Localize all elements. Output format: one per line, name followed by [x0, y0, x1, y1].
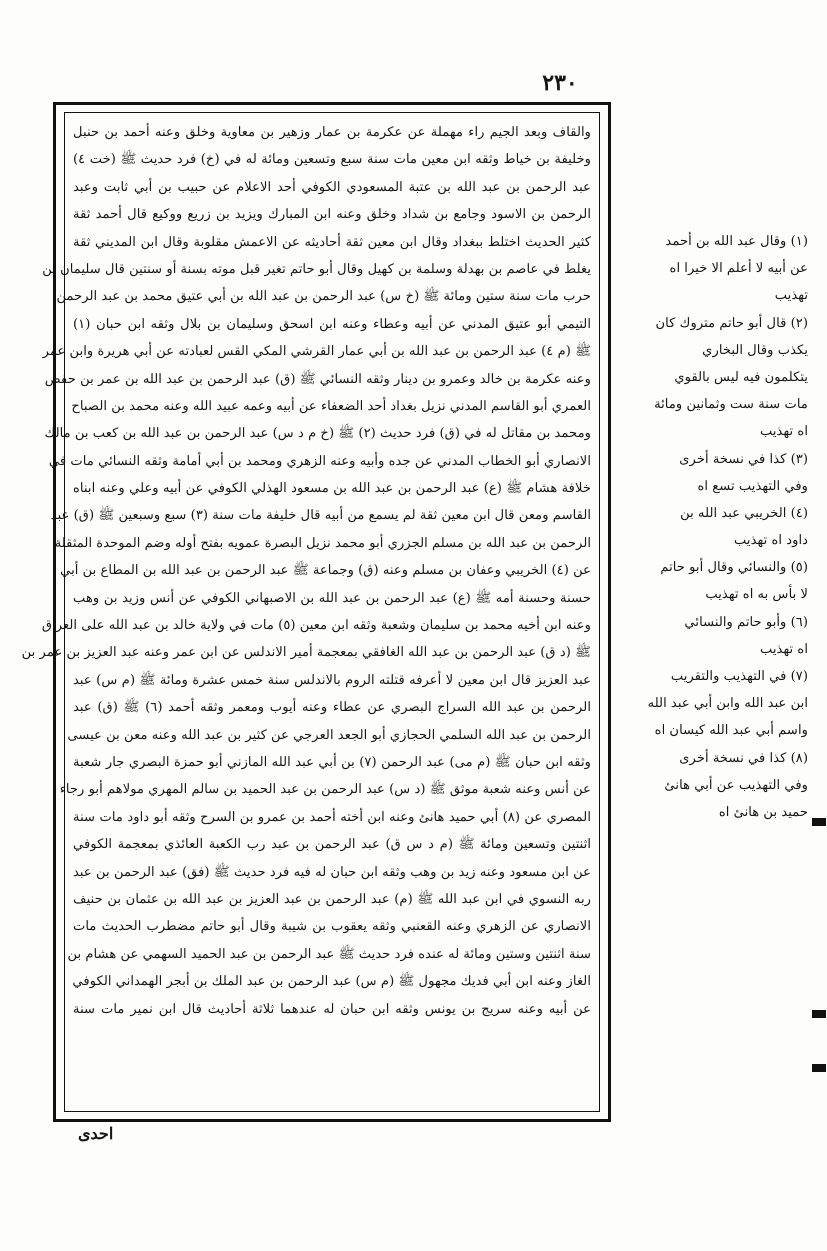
text-line: سنة اثنتين وستين ومائة له عنده فرد حديث ﷺ عبد الرحمن بن عبد الحميد السهمي عن هشام بن: [67, 946, 591, 962]
text-line: الغاز وعنه ابن أبي فديك مجهول ﷺ (م س) عبد الرحمن بن عبد الملك بن أبجر الهمداني الكوفي: [72, 974, 591, 990]
text-line: عن (٤) الخريبي وعفان بن مسلم وعنه (ق) وجماعة ﷺ عبد الرحمن بن عبد الله بن المطاع بن أبي: [60, 563, 591, 579]
footnote-line: داود اه تهذيب: [733, 533, 808, 549]
text-line: المصري عن (٨) أبي حميد هانئ وعنه ابن أخته أحمد بن عمرو بن السرح وثقه أبو داود مات سنة: [73, 809, 591, 825]
text-line: ﷺ (د ق) عبد الرحمن بن عبد الله الغافقي بمعجمة أمير الاندلس عن ابن عمر وعنه عبد العزيز بن عمر بن: [21, 645, 591, 661]
footnote-line: يكذب وقال البخاري: [702, 342, 808, 358]
main-text-block: [21, 112, 600, 1112]
text-line: وعنه ابن أخيه محمد بن سليمان وشعبة وثقه ابن معين (٥) مات في ولاية خالد بن عبد الله على العراق: [41, 618, 591, 634]
footnote-line: (٢) قال أبو حاتم متروك كان: [655, 315, 808, 331]
footnote-line: (٧) في التهذيب والتقريب: [670, 669, 808, 684]
catchword: احدى: [78, 1124, 114, 1143]
footnote-line: اه تهذيب: [759, 424, 808, 440]
scan-edge-mark-2: [812, 1010, 826, 1018]
text-line: كثير الحديث اختلط ببغداد وقال ابن معين ثقة أحاديثه عن الاعمش مقلوبة وقال ابن المديني ثقة: [73, 234, 591, 250]
footnote-line: حميد بن هانئ اه: [718, 804, 808, 820]
page-number: ٢٣٠: [542, 70, 578, 96]
text-line: حسنة وحسنة أمه ﷺ (ع) عبد الرحمن بن عبد الله بن الاصبهاني الكوفي عن أنس وزيد بن وهب: [73, 590, 591, 606]
text-line: الرحمن بن عبد الله بن مسلم الجزري أبو محمد نزيل البصرة عمويه بفتح أوله وضم الموحدة المثقلة: [54, 535, 591, 551]
footnote-line: وفي التهذيب تسع اه: [697, 478, 808, 494]
text-line: الانصاري أبو الخطاب المدني عن جده وأبيه وعنه الزهري ومحمد بن أبي أمامة وثقه النسائي مات في: [48, 453, 591, 469]
footnote-line: مات سنة ست وثمانين ومائة: [654, 397, 808, 413]
footnote-line: (٤) الخريبي عبد الله بن: [680, 505, 808, 521]
text-line: القاسم ومعن قال ابن معين ثقة لم يسمع من أبيه قال خليفة مات سنة (٣) سبع وسبعين ﷺ (ق) عبد: [50, 508, 591, 524]
footnote-line: تهذيب: [774, 288, 808, 304]
main-text-lines: [21, 119, 591, 1023]
text-line: الرحمن بن الاسود وجامع بن شداد وخلق وعنه ابن المبارك ويزيد بن زريع ووكيع قال أحمد ثقة: [73, 207, 591, 223]
text-line: التيمي أبو عتيق المدني عن أبيه وعطاء وعنه ابن اسحق وسليمان بن بلال وثقه ابن حبان (١): [73, 316, 591, 332]
text-line: الانصاري عن الزهري وعنه القعنبي وثقه يعقوب بن شيبة وقال أبو حاتم مضطرب الحديث مات: [73, 919, 591, 935]
footnote-line: (١) وقال عبد الله بن أحمد: [665, 234, 808, 249]
footnote-line: ابن عبد الله وابن أبي عبد الله: [647, 696, 808, 712]
margin-footnotes: [618, 228, 808, 826]
text-line: عن أنس وعنه شعبة موثق ﷺ (د س) عبد الرحمن بن عبد الحميد بن سالم المهري مولاهم أبو رجاء: [59, 782, 591, 798]
scan-edge-mark-3: [812, 1064, 826, 1072]
footnote-line: اه تهذيب: [759, 641, 808, 657]
footnote-line: يتكلمون فيه ليس بالقوي: [674, 369, 808, 385]
footnote-line: وفي التهذيب عن أبي هانئ: [664, 777, 808, 793]
scan-edge-mark-1: [812, 818, 826, 826]
text-line: العمري أبو القاسم المدني نزيل بغداد أحد الضعفاء عن أبيه وعمه عبيد الله وعنه محمد بن الصباح: [71, 398, 591, 414]
text-line: وخليفة بن خياط وثقه ابن معين مات سنة سبع وتسعين ومائة له في (خ) فرد حديث ﷺ (خت ٤): [73, 152, 591, 168]
text-line: الرحمن بن عبد الله السلمي الحجازي أبو الجعد العرجي عن كثير بن عبد الله وعنه معن بن عيسى: [67, 727, 591, 743]
footnote-line: واسم أبي عبد الله كيسان اه: [654, 723, 808, 739]
text-line: عن أبيه وعنه سريج بن يونس وثقه ابن حبان له عندهما ثلاثة أحاديث قال ابن نمير مات سنة: [73, 1001, 591, 1017]
text-line: وعنه عكرمة بن خالد وعمرو بن دينار وثقه النسائي ﷺ (ق) عبد الرحمن بن عبد الله بن عمر بن حفص: [44, 371, 591, 387]
text-line: الرحمن بن عبد الله السراج البصري عن عطاء وعنه أيوب ومعمر وثقه أحمد (٦) ﷺ (ق) عبد: [73, 700, 591, 716]
footnote-line: (٣) كذا في نسخة أخرى: [679, 451, 808, 467]
footnote-line: لا بأس به اه تهذيب: [705, 587, 808, 603]
text-line: ﷺ (م ٤) عبد الرحمن بن عبد الله بن أبي عمار القرشي المكي القس لعبادته عن أبي هريرة وابن عمر: [42, 344, 591, 360]
footnote-line: (٥) والنسائي وقال أبو حاتم: [660, 560, 808, 576]
text-line: وثقه ابن حبان ﷺ (م مى) عبد الرحمن (٧) بن أبي عبد الله المازني أبو حمزة البصري جار شعبة: [73, 754, 591, 770]
text-line: اثنتين وتسعين ومائة ﷺ (م د س ق) عبد الرحمن بن عبد رب الكعبة العائذي بمعجمة الكوفي: [73, 837, 591, 853]
text-line: عن ابن مسعود وعنه زيد بن وهب وثقه ابن حبان له فيه فرد حديث ﷺ (فق) عبد الرحمن بن عبد: [73, 864, 591, 880]
text-line: حرب مات سنة ستين ومائة ﷺ (خ س) عبد الرحمن بن عبد الله بن أبي عتيق محمد بن عبد الرحمن: [56, 289, 591, 305]
footnote-line: (٦) وأبو حاتم والنسائي: [684, 614, 808, 630]
footnote-line: عن أبيه لا أعلم الا خيرا اه: [669, 261, 808, 277]
text-line: ربه النسوي في ابن عبد الله ﷺ (م) عبد الرحمن بن عبد العزيز بن عبد الله بن عثمان بن حنيف: [73, 891, 591, 907]
text-line: عبد العزيز قال ابن معين لا أعرفه قتلته الروم بالاندلس سنة خمس عشرة ومائة ﷺ (م س) عبد: [73, 672, 591, 688]
text-line: ومحمد بن مقاتل له في (ق) فرد حديث (٢) ﷺ (خ م د س) عبد الرحمن بن عبد الله بن كعب بن مالك: [44, 426, 591, 442]
text-line: يغلط في عاصم بن بهدلة وسلمة بن كهيل وقال أبو حاتم تغير قبل موته بسنة أو سنتين قال سليمان بن: [42, 261, 591, 277]
text-line: خلافة هشام ﷺ (ع) عبد الرحمن بن عبد الله بن مسعود الهذلي الكوفي عن أبيه وعلي وعنه ابناه: [73, 481, 591, 497]
footnote-line: (٨) كذا في نسخة أخرى: [679, 750, 808, 766]
text-line: والقاف وبعد الجيم راء مهملة عن عكرمة بن عمار وزهير بن معاوية وخلق وعنه أحمد بن حنبل: [73, 125, 591, 140]
text-line: عبد الرحمن بن عبد الله بن عتبة المسعودي الكوفي أحد الاعلام عن حبيب بن أبي ثابت وعبد: [73, 179, 591, 195]
